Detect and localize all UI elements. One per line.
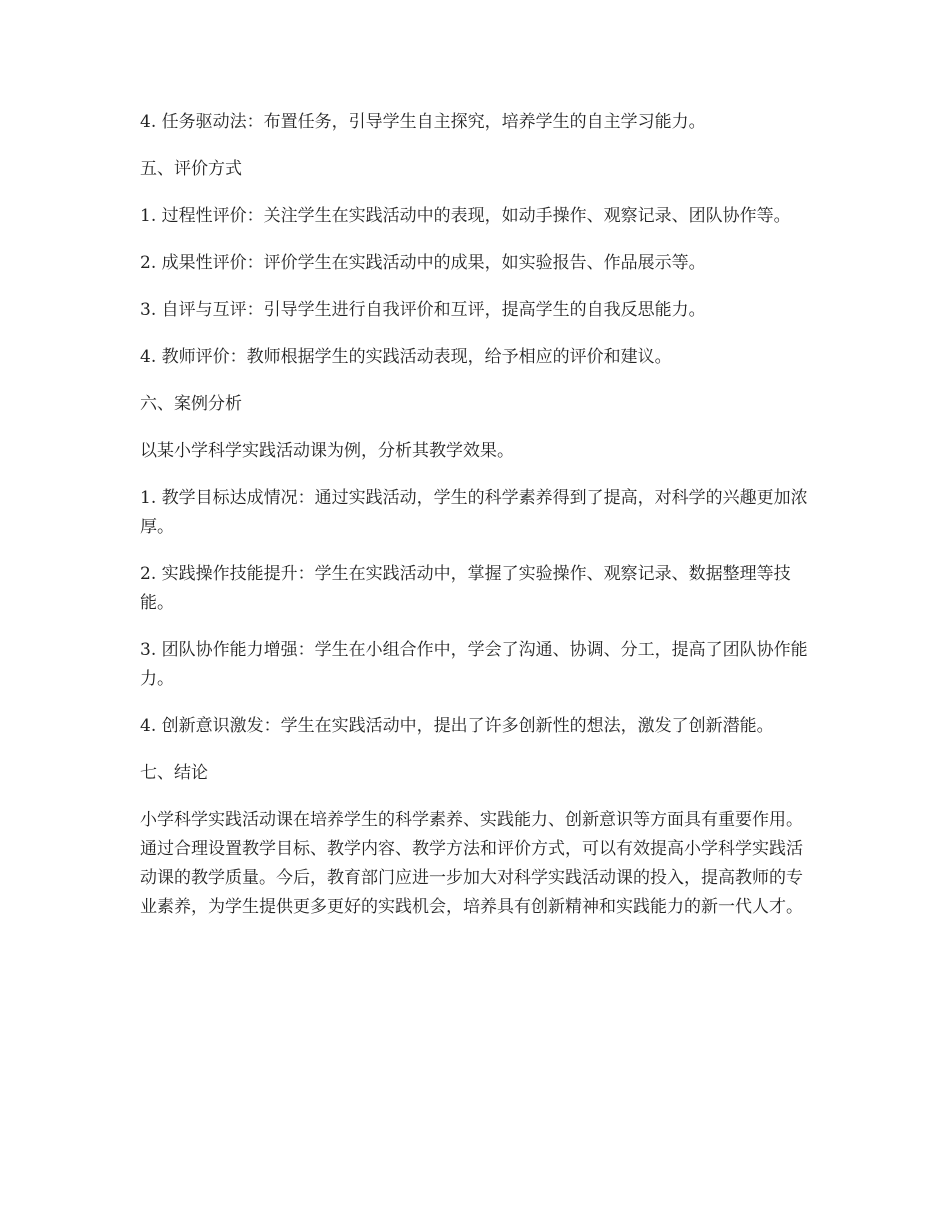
list-item-process-evaluation: 1. 过程性评价：关注学生在实践活动中的表现，如动手操作、观察记录、团队协作等。 [140,206,791,226]
list-item-teamwork: 3. 团队协作能力增强：学生在小组合作中，学会了沟通、协调、分工，提高了团队协作能力。 [140,640,808,689]
section-heading-case-analysis: 六、案例分析 [140,394,242,414]
list-item-goal-achievement: 1. 教学目标达成情况：通过实践活动，学生的科学素养得到了提高，对科学的兴趣更加浓厚。 [140,488,808,537]
list-item-innovation: 4. 创新意识激发：学生在实践活动中，提出了许多创新性的想法，激发了创新潜能。 [140,716,774,736]
list-item-task-driven: 4. 任务驱动法：布置任务，引导学生自主探究，培养学生的自主学习能力。 [140,112,706,132]
section-heading-evaluation: 五、评价方式 [140,159,242,179]
section-heading-conclusion: 七、结论 [140,763,208,783]
list-item-self-peer-evaluation: 3. 自评与互评：引导学生进行自我评价和互评，提高学生的自我反思能力。 [140,300,706,320]
list-item-teacher-evaluation: 4. 教师评价：教师根据学生的实践活动表现，给予相应的评价和建议。 [140,347,672,367]
case-intro-paragraph: 以某小学科学实践活动课为例，分析其教学效果。 [140,441,514,461]
document-body [140,108,808,940]
conclusion-paragraph: 小学科学实践活动课在培养学生的科学素养、实践能力、创新意识等方面具有重要作用。通过合理设置教学目标、教学内容、教学方法和评价方式，可以有效提高小学科学实践活动课的教学质量。今后，教育部门应进一步加大对科学实践活动课的投入，提高教师的专业素养，为学生提供更多更好的实践机会，培养具有创新精神和实践能力的新一代人才。 [140,810,803,917]
list-item-skill-improvement: 2. 实践操作技能提升：学生在实践活动中，掌握了实验操作、观察记录、数据整理等技能。 [140,564,791,613]
list-item-outcome-evaluation: 2. 成果性评价：评价学生在实践活动中的成果，如实验报告、作品展示等。 [140,253,706,273]
